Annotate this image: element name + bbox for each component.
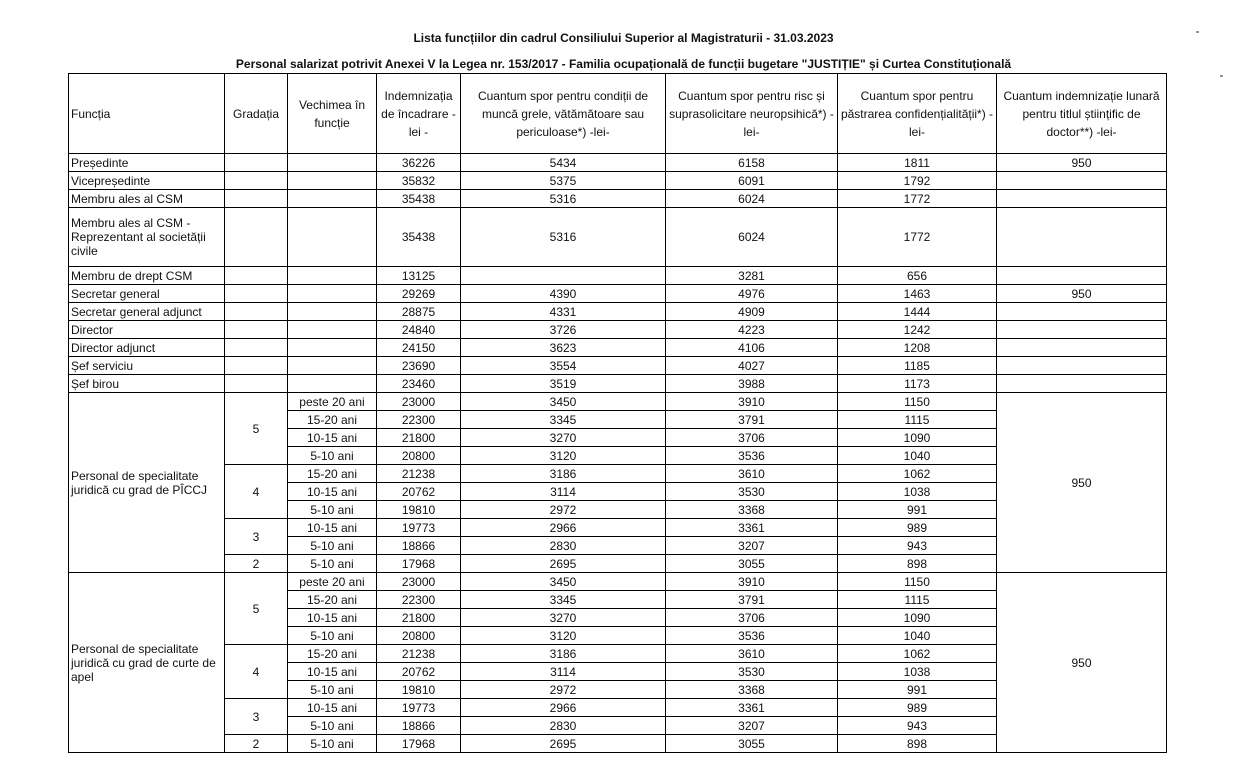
cell-spor-conditii: 3114 [461, 663, 666, 681]
cell-spor-conditii: 2830 [461, 537, 666, 555]
cell-spor-conditii: 5434 [461, 154, 666, 172]
cell-indemnizatie-doctor: 950 [997, 285, 1167, 303]
cell-spor-conditii: 3120 [461, 447, 666, 465]
cell-indemnizatie: 23690 [377, 357, 461, 375]
cell-vechime: 10-15 ani [288, 609, 377, 627]
cell-spor-risc: 6091 [666, 172, 838, 190]
header-spor-confidentialitate: Cuantum spor pentru păstrarea confidențialității*) - lei- [838, 74, 997, 154]
cell-spor-confidentialitate: 1038 [838, 483, 997, 501]
cell-indemnizatie: 24840 [377, 321, 461, 339]
cell-functia: Director adjunct [69, 339, 225, 357]
cell-vechime: 15-20 ani [288, 645, 377, 663]
cell-vechime: 10-15 ani [288, 429, 377, 447]
cell-indemnizatie: 23000 [377, 393, 461, 411]
table-row [69, 208, 1167, 267]
cell-gradatia: 4 [225, 645, 288, 699]
cell-spor-risc: 4976 [666, 285, 838, 303]
cell-indemnizatie: 19810 [377, 681, 461, 699]
cell-spor-risc: 3791 [666, 411, 838, 429]
cell-functia: Șef serviciu [69, 357, 225, 375]
cell-spor-conditii: 5316 [461, 190, 666, 208]
cell-spor-risc: 3055 [666, 555, 838, 573]
cell-spor-confidentialitate: 1463 [838, 285, 997, 303]
cell-spor-confidentialitate: 898 [838, 735, 997, 753]
table-row [69, 154, 1167, 172]
cell-gradatia [225, 357, 288, 375]
cell-spor-risc: 3207 [666, 717, 838, 735]
cell-spor-risc: 3988 [666, 375, 838, 393]
cell-functia: Membru ales al CSM - Reprezentant al societății civile [69, 208, 225, 267]
cell-vechime: 5-10 ani [288, 447, 377, 465]
cell-vechime [288, 154, 377, 172]
cell-indemnizatie-doctor: 950 [997, 573, 1167, 753]
cell-functia: Șef birou [69, 375, 225, 393]
cell-spor-risc: 3910 [666, 393, 838, 411]
cell-spor-confidentialitate: 1792 [838, 172, 997, 190]
cell-vechime: 10-15 ani [288, 483, 377, 501]
cell-spor-confidentialitate: 1090 [838, 429, 997, 447]
cell-gradatia [225, 190, 288, 208]
table-row [69, 190, 1167, 208]
document-title: Lista funcțiilor din cadrul Consiliului Superior al Magistraturii - 31.03.2023 [413, 31, 834, 45]
header-gradatia: Gradația [225, 74, 288, 154]
cell-spor-conditii [461, 267, 666, 285]
cell-spor-confidentialitate: 1811 [838, 154, 997, 172]
cell-spor-conditii: 3519 [461, 375, 666, 393]
cell-spor-risc: 3281 [666, 267, 838, 285]
cell-spor-risc: 3207 [666, 537, 838, 555]
cell-spor-risc: 3791 [666, 591, 838, 609]
cell-spor-risc: 3368 [666, 501, 838, 519]
table-row [69, 375, 1167, 393]
salary-table [68, 73, 1167, 753]
cell-spor-conditii: 4331 [461, 303, 666, 321]
cell-spor-confidentialitate: 989 [838, 519, 997, 537]
cell-vechime [288, 357, 377, 375]
cell-spor-risc: 3536 [666, 627, 838, 645]
table-row [69, 573, 1167, 591]
cell-functia: Director [69, 321, 225, 339]
cell-spor-risc: 3368 [666, 681, 838, 699]
cell-vechime: 10-15 ani [288, 663, 377, 681]
scan-mark [1220, 75, 1223, 77]
cell-spor-confidentialitate: 943 [838, 537, 997, 555]
cell-spor-confidentialitate: 991 [838, 501, 997, 519]
cell-spor-confidentialitate: 1090 [838, 609, 997, 627]
cell-spor-confidentialitate: 1208 [838, 339, 997, 357]
header-indemnizatie-doctor: Cuantum indemnizație lunară pentru titlul științific de doctor**) -lei- [997, 74, 1167, 154]
cell-gradatia [225, 208, 288, 267]
cell-indemnizatie: 19810 [377, 501, 461, 519]
cell-vechime: peste 20 ani [288, 393, 377, 411]
cell-indemnizatie: 24150 [377, 339, 461, 357]
cell-spor-conditii: 3270 [461, 609, 666, 627]
cell-indemnizatie: 22300 [377, 411, 461, 429]
cell-spor-confidentialitate: 991 [838, 681, 997, 699]
cell-spor-conditii: 3345 [461, 411, 666, 429]
cell-indemnizatie-doctor [997, 172, 1167, 190]
cell-indemnizatie: 20800 [377, 447, 461, 465]
cell-gradatia: 5 [225, 573, 288, 645]
cell-spor-confidentialitate: 1444 [838, 303, 997, 321]
cell-spor-confidentialitate: 943 [838, 717, 997, 735]
cell-indemnizatie-doctor [997, 190, 1167, 208]
cell-indemnizatie: 28875 [377, 303, 461, 321]
table-row [69, 357, 1167, 375]
cell-indemnizatie-doctor [997, 321, 1167, 339]
cell-gradatia: 5 [225, 393, 288, 465]
document-subtitle: Personal salarizat potrivit Anexei V la Legea nr. 153/2017 - Familia ocupațională de funcții bugetare "JUSTIȚIE" și Curtea Constituțională [235, 57, 1012, 71]
cell-functia: Personal de specialitate juridică cu grad de PÎCCJ [69, 393, 225, 573]
cell-gradatia: 3 [225, 519, 288, 555]
cell-spor-confidentialitate: 1062 [838, 465, 997, 483]
cell-spor-conditii: 3114 [461, 483, 666, 501]
cell-indemnizatie-doctor [997, 267, 1167, 285]
cell-spor-confidentialitate: 898 [838, 555, 997, 573]
cell-spor-confidentialitate: 656 [838, 267, 997, 285]
cell-spor-conditii: 5316 [461, 208, 666, 267]
cell-indemnizatie: 17968 [377, 735, 461, 753]
cell-indemnizatie: 18866 [377, 717, 461, 735]
cell-spor-conditii: 4390 [461, 285, 666, 303]
cell-indemnizatie: 17968 [377, 555, 461, 573]
cell-spor-confidentialitate: 1185 [838, 357, 997, 375]
table-row [69, 285, 1167, 303]
cell-spor-conditii: 3554 [461, 357, 666, 375]
cell-indemnizatie-doctor [997, 339, 1167, 357]
cell-spor-confidentialitate: 1772 [838, 208, 997, 267]
cell-spor-conditii: 2830 [461, 717, 666, 735]
cell-indemnizatie: 23460 [377, 375, 461, 393]
cell-spor-risc: 4909 [666, 303, 838, 321]
cell-vechime: 10-15 ani [288, 519, 377, 537]
cell-spor-risc: 4106 [666, 339, 838, 357]
cell-functia: Secretar general adjunct [69, 303, 225, 321]
cell-spor-conditii: 5375 [461, 172, 666, 190]
table-row [69, 267, 1167, 285]
cell-indemnizatie: 19773 [377, 699, 461, 717]
cell-spor-risc: 3361 [666, 699, 838, 717]
cell-vechime [288, 267, 377, 285]
cell-spor-risc: 3706 [666, 429, 838, 447]
cell-indemnizatie: 20800 [377, 627, 461, 645]
cell-spor-conditii: 2695 [461, 555, 666, 573]
cell-vechime: 5-10 ani [288, 717, 377, 735]
cell-spor-confidentialitate: 989 [838, 699, 997, 717]
cell-spor-risc: 4027 [666, 357, 838, 375]
cell-vechime: 10-15 ani [288, 699, 377, 717]
cell-gradatia: 3 [225, 699, 288, 735]
cell-spor-conditii: 3120 [461, 627, 666, 645]
cell-vechime [288, 303, 377, 321]
cell-indemnizatie: 21238 [377, 645, 461, 663]
cell-indemnizatie: 29269 [377, 285, 461, 303]
cell-indemnizatie: 21800 [377, 429, 461, 447]
cell-spor-conditii: 2972 [461, 681, 666, 699]
header-indemnizatia: Indemnizația de încadrare - lei - [377, 74, 461, 154]
cell-indemnizatie-doctor [997, 303, 1167, 321]
cell-spor-confidentialitate: 1242 [838, 321, 997, 339]
cell-indemnizatie-doctor: 950 [997, 154, 1167, 172]
cell-indemnizatie: 35832 [377, 172, 461, 190]
cell-spor-confidentialitate: 1038 [838, 663, 997, 681]
cell-indemnizatie-doctor [997, 208, 1167, 267]
cell-indemnizatie: 18866 [377, 537, 461, 555]
cell-vechime: 5-10 ani [288, 627, 377, 645]
cell-spor-conditii: 3186 [461, 645, 666, 663]
header-spor-risc: Cuantum spor pentru risc și suprasolicitare neuropsihică*) -lei- [666, 74, 838, 154]
cell-spor-conditii: 3186 [461, 465, 666, 483]
header-vechime: Vechimea în funcție [288, 74, 377, 154]
cell-vechime: 5-10 ani [288, 555, 377, 573]
cell-gradatia: 2 [225, 735, 288, 753]
table-row [69, 393, 1167, 411]
cell-vechime [288, 172, 377, 190]
cell-spor-conditii: 2966 [461, 699, 666, 717]
cell-indemnizatie: 21238 [377, 465, 461, 483]
cell-vechime: 5-10 ani [288, 501, 377, 519]
cell-gradatia [225, 285, 288, 303]
cell-spor-conditii: 3623 [461, 339, 666, 357]
cell-gradatia: 2 [225, 555, 288, 573]
table-row [69, 339, 1167, 357]
cell-spor-risc: 6024 [666, 190, 838, 208]
header-spor-conditii: Cuantum spor pentru condiții de muncă grele, vătămătoare sau periculoase*) -lei- [461, 74, 666, 154]
header-row [69, 74, 1167, 154]
cell-spor-risc: 4223 [666, 321, 838, 339]
cell-spor-conditii: 3270 [461, 429, 666, 447]
cell-functia: Membru ales al CSM [69, 190, 225, 208]
cell-gradatia [225, 339, 288, 357]
cell-spor-confidentialitate: 1115 [838, 411, 997, 429]
cell-spor-conditii: 2695 [461, 735, 666, 753]
cell-vechime: 5-10 ani [288, 735, 377, 753]
cell-gradatia [225, 154, 288, 172]
cell-gradatia [225, 303, 288, 321]
cell-spor-risc: 3530 [666, 663, 838, 681]
cell-functia: Secretar general [69, 285, 225, 303]
cell-spor-conditii: 2972 [461, 501, 666, 519]
table-row [69, 303, 1167, 321]
cell-vechime [288, 285, 377, 303]
cell-indemnizatie: 35438 [377, 190, 461, 208]
table-body [69, 154, 1167, 753]
cell-vechime: 15-20 ani [288, 591, 377, 609]
cell-indemnizatie: 20762 [377, 483, 461, 501]
cell-spor-conditii: 3345 [461, 591, 666, 609]
cell-functia: Membru de drept CSM [69, 267, 225, 285]
cell-spor-risc: 3536 [666, 447, 838, 465]
cell-spor-risc: 3361 [666, 519, 838, 537]
cell-vechime [288, 190, 377, 208]
cell-vechime: 5-10 ani [288, 537, 377, 555]
cell-vechime: peste 20 ani [288, 573, 377, 591]
cell-gradatia [225, 375, 288, 393]
cell-indemnizatie: 23000 [377, 573, 461, 591]
cell-functia: Vicepreședinte [69, 172, 225, 190]
cell-spor-conditii: 2966 [461, 519, 666, 537]
cell-spor-risc: 3055 [666, 735, 838, 753]
cell-spor-conditii: 3726 [461, 321, 666, 339]
cell-indemnizatie: 35438 [377, 208, 461, 267]
cell-indemnizatie: 20762 [377, 663, 461, 681]
cell-gradatia [225, 321, 288, 339]
cell-vechime: 5-10 ani [288, 681, 377, 699]
cell-spor-confidentialitate: 1040 [838, 447, 997, 465]
cell-spor-conditii: 3450 [461, 573, 666, 591]
cell-vechime [288, 208, 377, 267]
cell-spor-risc: 3910 [666, 573, 838, 591]
cell-spor-confidentialitate: 1772 [838, 190, 997, 208]
table-row [69, 321, 1167, 339]
scan-mark [1196, 31, 1199, 33]
cell-spor-confidentialitate: 1173 [838, 375, 997, 393]
cell-indemnizatie-doctor [997, 357, 1167, 375]
cell-spor-confidentialitate: 1040 [838, 627, 997, 645]
cell-spor-risc: 6024 [666, 208, 838, 267]
cell-vechime [288, 321, 377, 339]
cell-vechime [288, 375, 377, 393]
cell-spor-risc: 6158 [666, 154, 838, 172]
cell-vechime: 15-20 ani [288, 411, 377, 429]
cell-spor-confidentialitate: 1150 [838, 573, 997, 591]
cell-gradatia [225, 267, 288, 285]
cell-functia: Personal de specialitate juridică cu grad de curte de apel [69, 573, 225, 753]
cell-spor-risc: 3530 [666, 483, 838, 501]
cell-spor-confidentialitate: 1115 [838, 591, 997, 609]
header-functia: Funcția [69, 74, 225, 154]
cell-spor-risc: 3610 [666, 465, 838, 483]
cell-spor-risc: 3610 [666, 645, 838, 663]
cell-indemnizatie-doctor [997, 375, 1167, 393]
cell-indemnizatie: 36226 [377, 154, 461, 172]
cell-indemnizatie: 13125 [377, 267, 461, 285]
cell-spor-confidentialitate: 1062 [838, 645, 997, 663]
cell-vechime [288, 339, 377, 357]
cell-gradatia: 4 [225, 465, 288, 519]
cell-spor-confidentialitate: 1150 [838, 393, 997, 411]
cell-functia: Președinte [69, 154, 225, 172]
cell-indemnizatie: 19773 [377, 519, 461, 537]
table-row [69, 172, 1167, 190]
cell-indemnizatie: 22300 [377, 591, 461, 609]
cell-indemnizatie: 21800 [377, 609, 461, 627]
cell-spor-risc: 3706 [666, 609, 838, 627]
cell-indemnizatie-doctor: 950 [997, 393, 1167, 573]
cell-gradatia [225, 172, 288, 190]
cell-vechime: 15-20 ani [288, 465, 377, 483]
cell-spor-conditii: 3450 [461, 393, 666, 411]
